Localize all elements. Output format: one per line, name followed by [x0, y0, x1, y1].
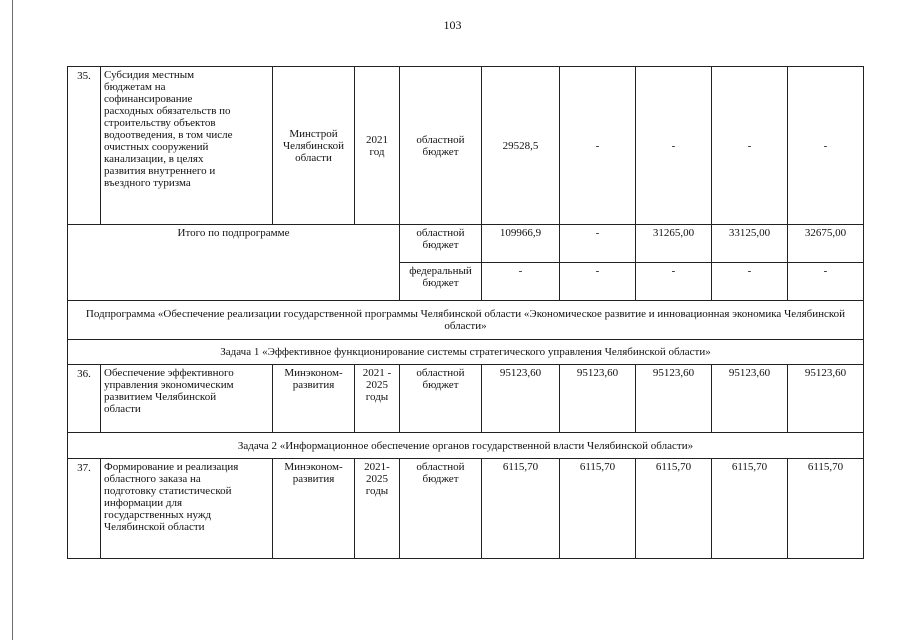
page-edge-line — [12, 0, 13, 640]
value-cell: - — [712, 67, 788, 225]
value-cell: 95123,60 — [636, 365, 712, 433]
value-cell: - — [560, 225, 636, 263]
value-cell: - — [482, 263, 560, 301]
value-cell: 32675,00 — [788, 225, 864, 263]
task-1-title: Задача 1 «Эффективное функционирование системы стратегического управления Челябинской области» — [68, 340, 864, 365]
executor-cell: Минэконом-развития — [273, 459, 355, 559]
total-label: Итого по подпрограмме — [68, 225, 400, 301]
value-cell: 6115,70 — [636, 459, 712, 559]
value-cell: 31265,00 — [636, 225, 712, 263]
executor-cell: Минстрой Челябинской области — [273, 67, 355, 225]
total-row-regional — [68, 225, 864, 263]
task-2-header-row — [68, 433, 864, 459]
table-row-37 — [68, 459, 864, 559]
value-cell: - — [560, 263, 636, 301]
row-number: 35. — [68, 67, 101, 225]
value-cell: - — [636, 67, 712, 225]
funding-source-cell: областной бюджет — [400, 365, 482, 433]
period-cell: 2021 год — [355, 67, 400, 225]
value-cell: 109966,9 — [482, 225, 560, 263]
value-cell: 6115,70 — [560, 459, 636, 559]
measure-description: Формирование и реализация областного заказа на подготовку статистической информации для государственных нужд Челябинской области — [101, 459, 273, 559]
funding-source-cell: федеральный бюджет — [400, 263, 482, 301]
row-number: 37. — [68, 459, 101, 559]
measure-description: Субсидия местным бюджетам на софинансирование расходных обязательств по строительству объектов водоотведения, в том числе очистных сооружений канализации, в целях развития внутреннего и въездного туризма — [101, 67, 273, 225]
value-cell: - — [788, 263, 864, 301]
value-cell: 6115,70 — [788, 459, 864, 559]
value-cell: 33125,00 — [712, 225, 788, 263]
value-cell: 95123,60 — [788, 365, 864, 433]
subprogram-title: Подпрограмма «Обеспечение реализации государственной программы Челябинской области «Экономическое развитие и инновационная экономика Челябинской области» — [68, 301, 864, 340]
funding-source-cell: областной бюджет — [400, 225, 482, 263]
row-number: 36. — [68, 365, 101, 433]
funding-source-cell: областной бюджет — [400, 67, 482, 225]
period-cell: 2021 - 2025 годы — [355, 365, 400, 433]
value-cell: - — [712, 263, 788, 301]
value-cell: 95123,60 — [712, 365, 788, 433]
value-cell: 29528,5 — [482, 67, 560, 225]
value-cell: - — [636, 263, 712, 301]
table-row-35 — [68, 67, 864, 225]
value-cell: 95123,60 — [560, 365, 636, 433]
value-cell: 6115,70 — [712, 459, 788, 559]
period-cell: 2021-2025 годы — [355, 459, 400, 559]
funding-source-cell: областной бюджет — [400, 459, 482, 559]
page-number: 103 — [443, 18, 462, 32]
budget-table — [67, 66, 864, 559]
table-row-36 — [68, 365, 864, 433]
value-cell: 95123,60 — [482, 365, 560, 433]
measure-description: Обеспечение эффективного управления экономическим развитием Челябинской области — [101, 365, 273, 433]
value-cell: 6115,70 — [482, 459, 560, 559]
value-cell: - — [788, 67, 864, 225]
subprogram-header-row — [68, 301, 864, 340]
task-2-title: Задача 2 «Информационное обеспечение органов государственной власти Челябинской области» — [68, 433, 864, 459]
executor-cell: Минэконом-развития — [273, 365, 355, 433]
task-1-header-row — [68, 340, 864, 365]
value-cell: - — [560, 67, 636, 225]
